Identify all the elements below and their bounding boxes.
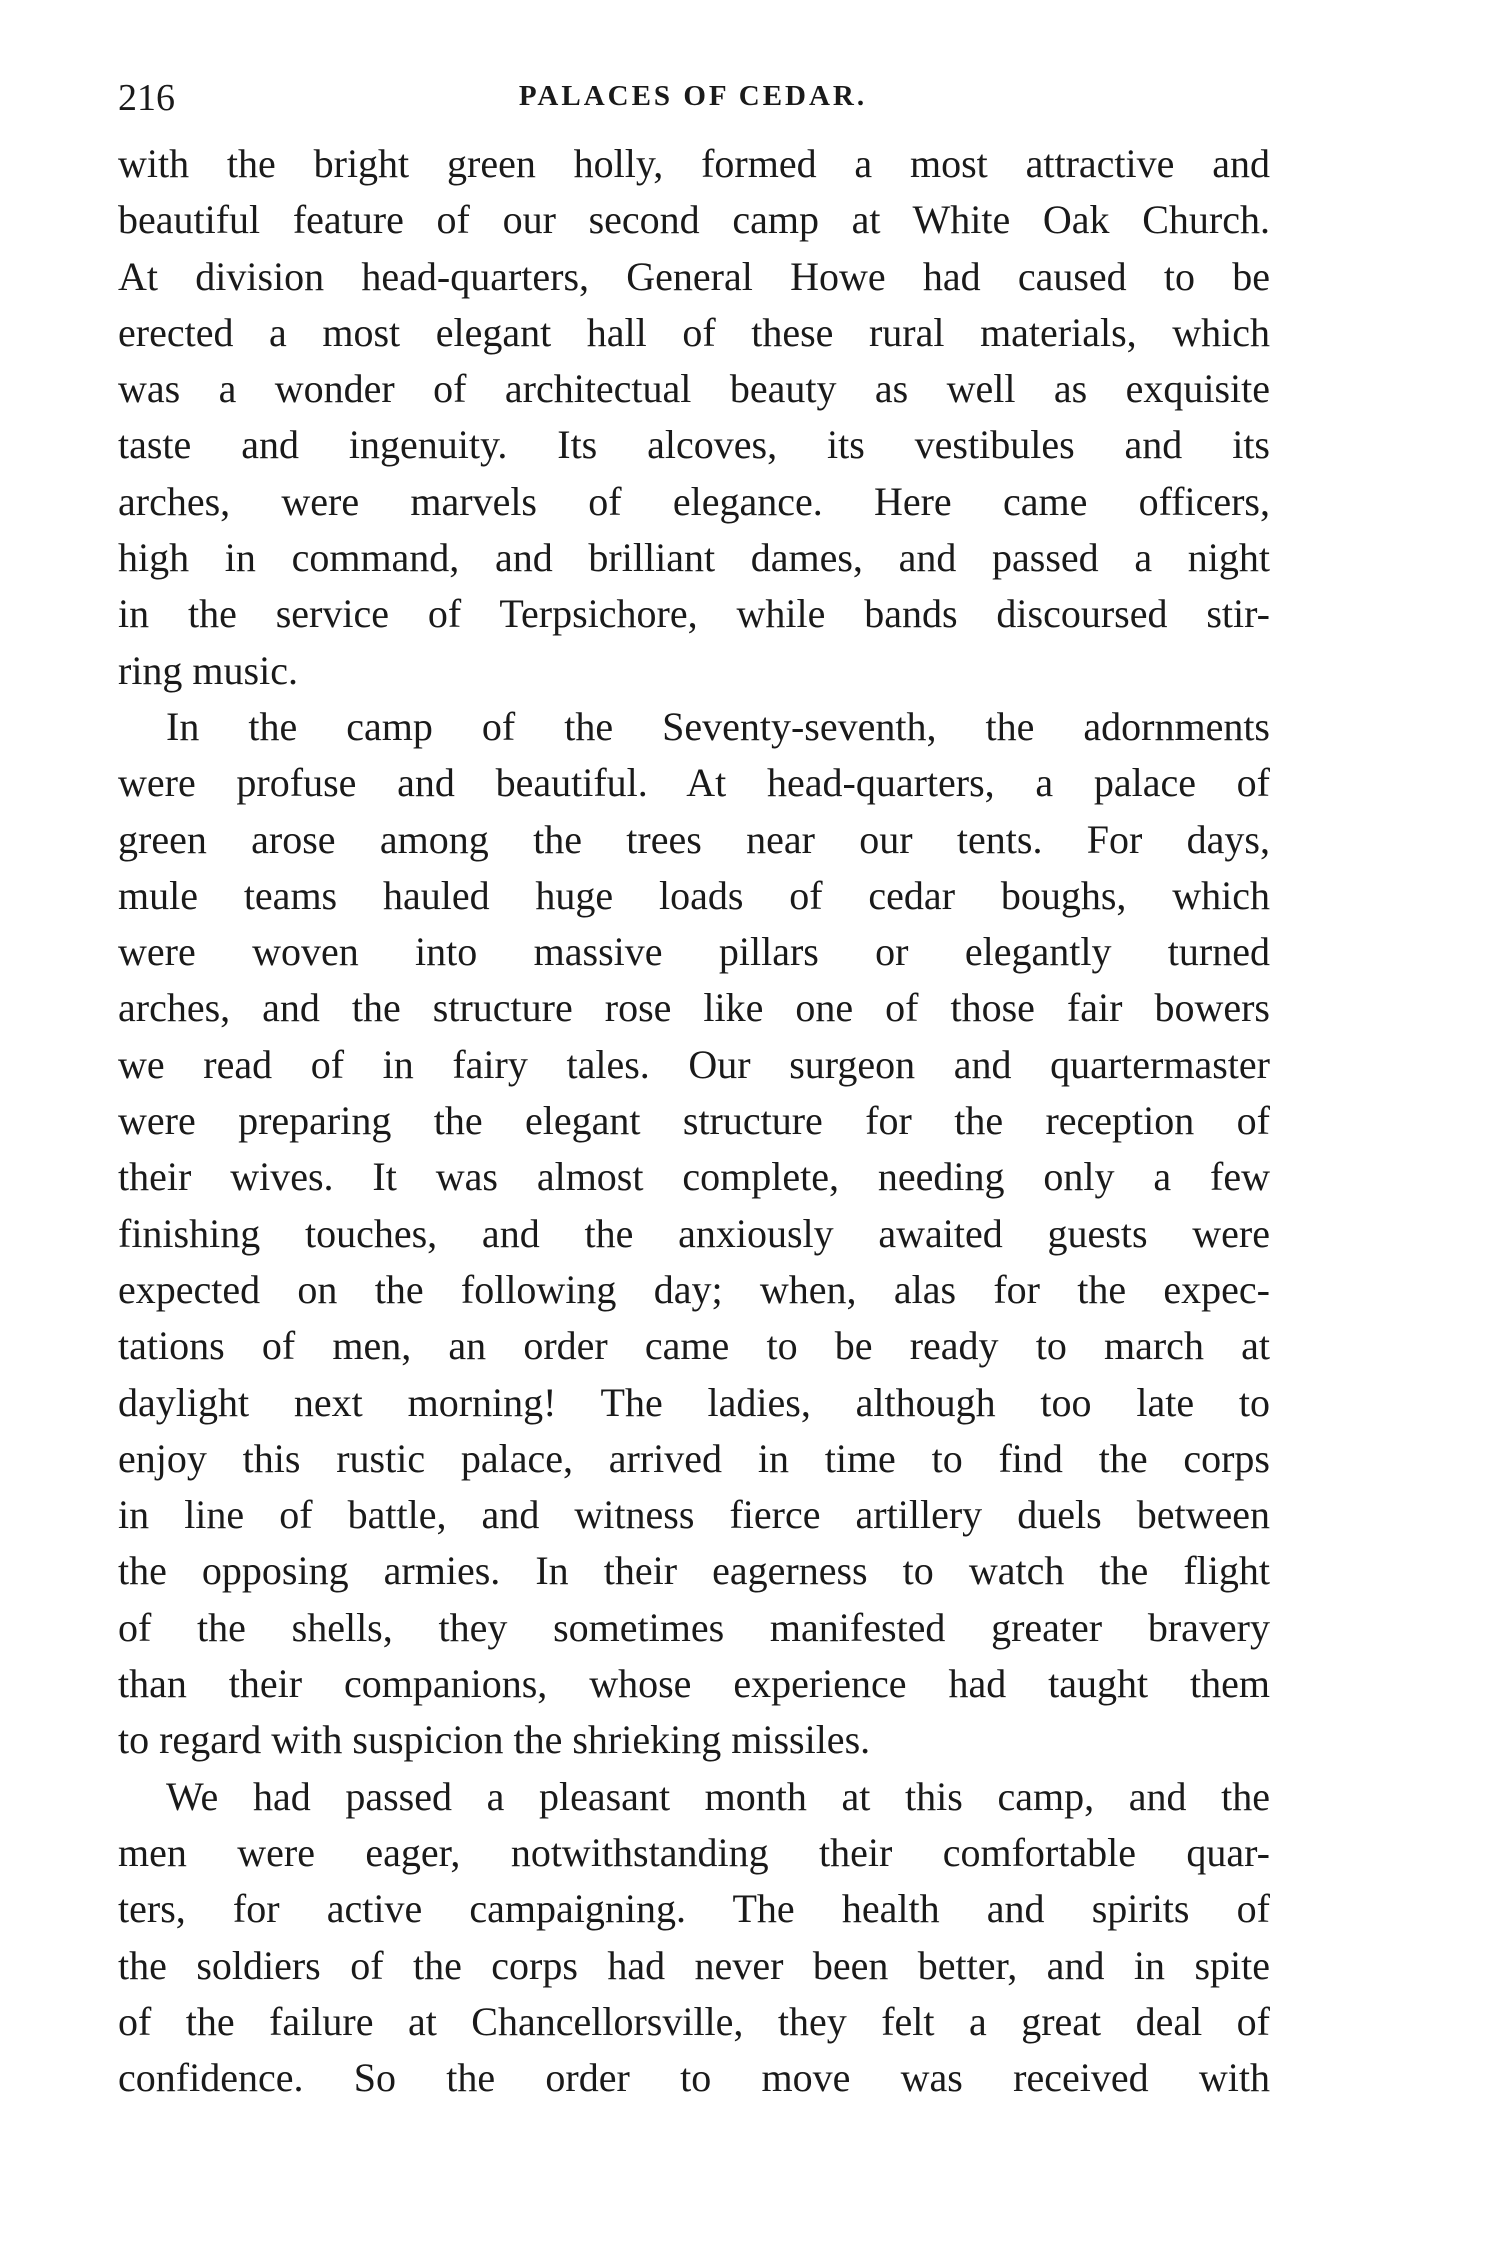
- text-line: confidence. So the order to move was received with: [118, 2055, 1270, 2101]
- text-line: beautiful feature of our second camp at White Oak Church.: [118, 197, 1270, 243]
- text-line: enjoy this rustic palace, arrived in time to find the corps: [118, 1435, 1270, 1481]
- text-line: ring music.: [118, 647, 298, 693]
- text-line: mule teams hauled huge loads of cedar boughs, which: [118, 872, 1270, 918]
- text-line: were preparing the elegant structure for the reception of: [118, 1098, 1270, 1144]
- text-line: the opposing armies. In their eagerness to watch the flight: [118, 1548, 1270, 1594]
- text-line: was a wonder of architectual beauty as well as exquisite: [118, 366, 1270, 412]
- text-line: expected on the following day; when, alas for the expec-: [118, 1266, 1270, 1312]
- text-line: arches, and the structure rose like one of those fair bowers: [118, 985, 1270, 1031]
- text-line: finishing touches, and the anxiously awaited guests were: [118, 1210, 1270, 1256]
- text-line: taste and ingenuity. Its alcoves, its vestibules and its: [118, 422, 1270, 468]
- page-number: 216: [118, 77, 175, 119]
- text-line: arches, were marvels of elegance. Here came officers,: [118, 478, 1270, 524]
- text-line: erected a most elegant hall of these rural materials, which: [118, 309, 1270, 355]
- running-title: PALACES OF CEDAR.: [518, 80, 868, 112]
- text-line: men were eager, notwithstanding their comfortable quar-: [118, 1829, 1270, 1875]
- text-line: were woven into massive pillars or elegantly turned: [118, 929, 1270, 975]
- text-line: in the service of Terpsichore, while bands discoursed stir-: [118, 591, 1270, 637]
- text-line: At division head-quarters, General Howe had caused to be: [118, 253, 1270, 299]
- text-line: to regard with suspicion the shrieking missiles.: [118, 1717, 871, 1763]
- text-line: than their companions, whose experience had taught them: [118, 1661, 1270, 1707]
- body-text: [118, 136, 1270, 2106]
- text-line: high in command, and brilliant dames, and passed a night: [118, 535, 1270, 581]
- text-line: with the bright green holly, formed a most attractive and: [118, 141, 1270, 186]
- page-header: [118, 76, 1268, 132]
- text-line: in line of battle, and witness fierce artillery duels between: [118, 1492, 1270, 1538]
- text-line: were profuse and beautiful. At head-quarters, a palace of: [118, 760, 1270, 806]
- text-line: daylight next morning! The ladies, although too late to: [118, 1379, 1270, 1425]
- text-line: We had passed a pleasant month at this camp, and the: [166, 1773, 1270, 1819]
- text-line: In the camp of the Seventy-seventh, the adornments: [166, 703, 1270, 749]
- text-line: their wives. It was almost complete, needing only a few: [118, 1154, 1270, 1200]
- text-line: tations of men, an order came to be ready to march at: [118, 1323, 1270, 1369]
- text-line: we read of in fairy tales. Our surgeon and quartermaster: [118, 1041, 1270, 1087]
- text-line: the soldiers of the corps had never been better, and in spite: [118, 1942, 1270, 1988]
- text-line: of the failure at Chancellorsville, they felt a great deal of: [118, 1998, 1270, 2044]
- text-line: ters, for active campaigning. The health and spirits of: [118, 1886, 1270, 1932]
- text-line: of the shells, they sometimes manifested greater bravery: [118, 1604, 1270, 1650]
- text-line: green arose among the trees near our tents. For days,: [118, 816, 1270, 862]
